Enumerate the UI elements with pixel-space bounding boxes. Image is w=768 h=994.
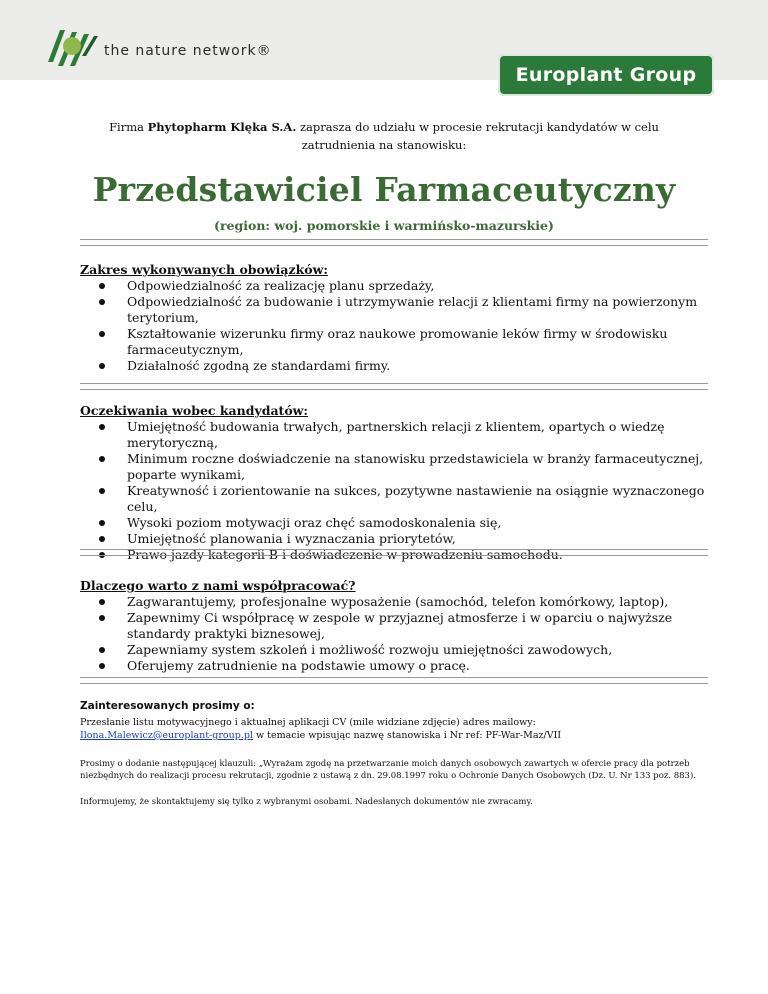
list-item: Umiejętność budowania trwałych, partnerskich relacji z klientem, opartych o wiedzę merytoryczną, <box>127 419 720 451</box>
leaf-logo-icon <box>42 26 104 70</box>
duties-list <box>80 278 720 374</box>
contact-ref: w temacie wpisując nazwę stanowiska i Nr ref: PF-War-Maz/VII <box>252 730 562 741</box>
section-benefits <box>80 578 720 674</box>
list-item: Zagwarantujemy, profesjonalne wyposażenie (samochód, telefon komórkowy, laptop), <box>127 594 720 610</box>
contact-block <box>80 700 720 808</box>
list-item: Minimum roczne doświadczenie na stanowisku przedstawiciela w branży farmaceutycznej, poparte wynikami, <box>127 451 720 483</box>
brand-logo: Europlant Group <box>498 54 714 96</box>
section-requirements <box>80 403 720 563</box>
list-item: Odpowiedzialność za realizację planu sprzedaży, <box>127 278 720 294</box>
requirements-list <box>80 419 720 563</box>
tagline: the nature network® <box>104 43 272 59</box>
list-item: Wysoki poziom motywacji oraz chęć samodoskonalenia się, <box>127 515 720 531</box>
intro-prefix: Firma <box>109 120 144 134</box>
contact-line: Przesłanie listu motywacyjnego i aktualnej aplikacji CV (mile widziane zdjęcie) adres mailowy: <box>80 717 536 728</box>
list-item: Kreatywność i zorientowanie na sukces, pozytywne nastawienie na osiągnie wyznaczonego celu, <box>127 483 720 515</box>
section-duties <box>80 262 720 374</box>
company-name: Phytopharm Klęka S.A. <box>147 120 297 134</box>
divider <box>80 383 708 390</box>
list-item: Zapewnimy Ci współpracę w zespole w przyjaznej atmosferze i w oparciu o najwyższe standardy praktyki biznesowej, <box>127 610 720 642</box>
list-item: Zapewniamy system szkoleń i możliwość rozwoju umiejętności zawodowych, <box>127 642 720 658</box>
list-item: Oferujemy zatrudnienie na podstawie umowy o pracę. <box>127 658 720 674</box>
section-heading: Oczekiwania wobec kandydatów: <box>80 403 309 418</box>
contact-lead: Zainteresowanych prosimy o: <box>80 700 255 712</box>
divider <box>80 677 708 684</box>
page-title: Przedstawiciel Farmaceutyczny <box>92 170 676 209</box>
divider <box>80 239 708 246</box>
notice-text: Informujemy, że skontaktujemy się tylko z wybranymi osobami. Nadesłanych dokumentów nie zwracamy. <box>80 797 533 807</box>
list-item: Umiejętność planowania i wyznaczania priorytetów, <box>127 531 720 547</box>
benefits-list <box>80 594 720 674</box>
region-subtitle: (region: woj. pomorskie i warmińsko-mazurskie) <box>214 218 554 233</box>
section-heading: Dlaczego warto z nami współpracować? <box>80 578 356 593</box>
contact-instructions <box>80 716 720 742</box>
list-item: Prawo jazdy kategorii B i doświadczenie w prowadzeniu samochodu. <box>127 547 720 563</box>
consent-clause: Prosimy o dodanie następującej klauzuli: „Wyrażam zgodę na przetwarzanie moich danych osobowych zawartych w ofercie pracy dla potrzeb niezbędnych do realizacji procesu rekrutacji, zgodnie z ustawą z dn. 29.08.1997 roku o Ochronie Danych Osobowych (Dz. U. Nr 133 poz. 883). <box>80 759 696 781</box>
section-heading: Zakres wykonywanych obowiązków: <box>80 262 328 277</box>
intro-suffix: zaprasza do udziału w procesie rekrutacji kandydatów w celu zatrudnienia na stanowisku: <box>299 120 659 152</box>
email-link[interactable]: Ilona.Malewicz@europlant-group.pl <box>80 730 253 741</box>
intro-text <box>80 118 688 154</box>
divider <box>80 549 708 556</box>
list-item: Odpowiedzialność za budowanie i utrzymywanie relacji z klientami firmy na powierzonym terytorium, <box>127 294 720 326</box>
list-item: Kształtowanie wizerunku firmy oraz naukowe promowanie leków firmy w środowisku farmaceutycznym, <box>127 326 720 358</box>
list-item: Działalność zgodną ze standardami firmy. <box>127 358 720 374</box>
